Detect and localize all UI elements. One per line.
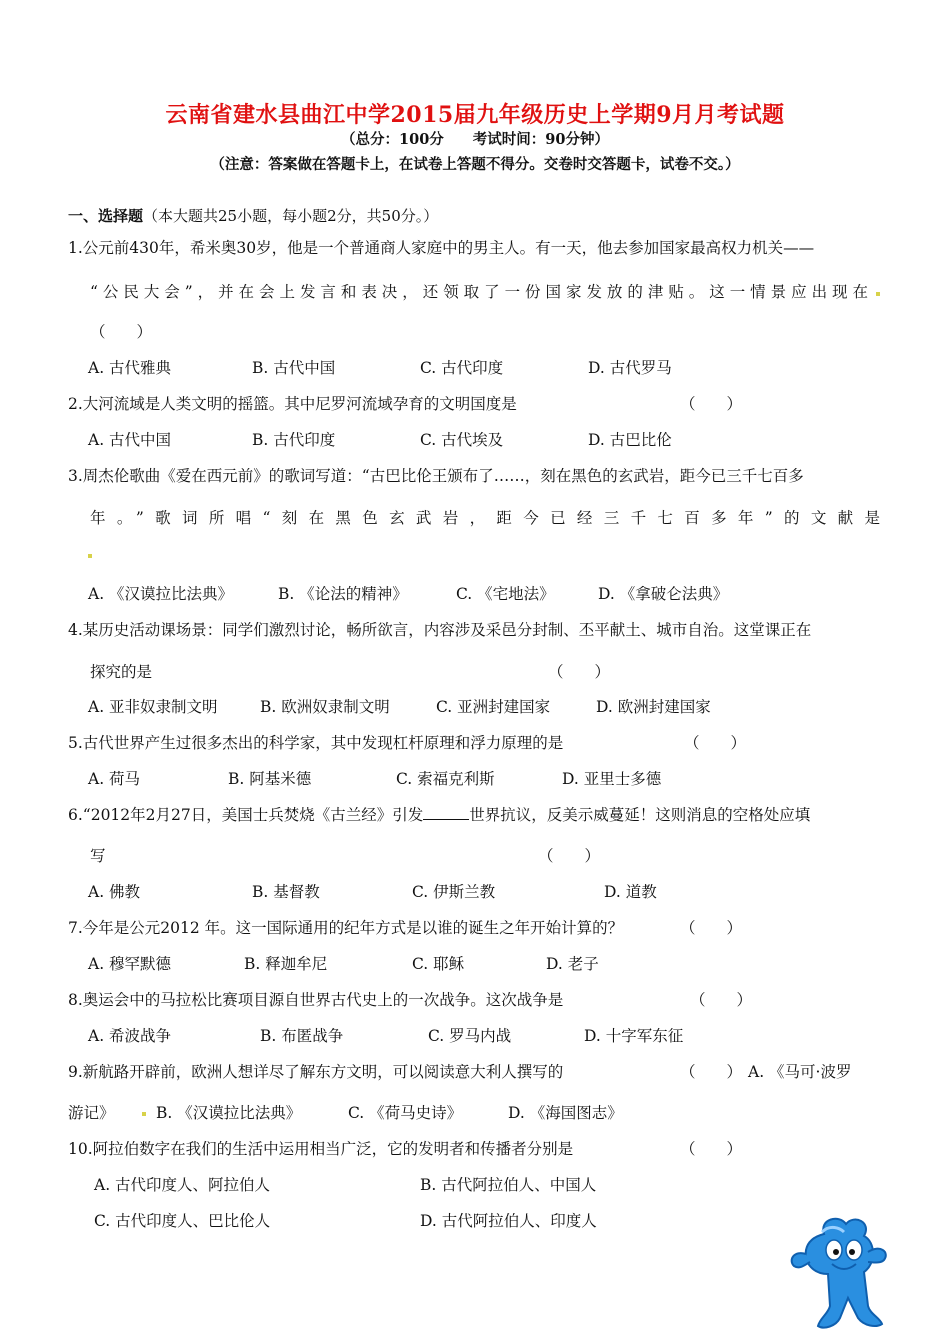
question-6-option-a: A. 佛教 — [88, 883, 141, 901]
section-heading — [68, 205, 438, 226]
question-5-option-a: A. 荷马 — [88, 770, 141, 788]
question-1-option-a: A. 古代雅典 — [88, 359, 172, 377]
question-8-option-b: B. 布匿战争 — [260, 1027, 344, 1045]
question-6-answer-paren: （ ） — [538, 847, 601, 865]
question-9-option-a: A. 《马可·波罗 — [748, 1063, 852, 1081]
question-6-option-c: C. 伊斯兰教 — [412, 883, 496, 901]
question-8-option-c: C. 罗马内战 — [428, 1027, 512, 1045]
question-1-answer-paren: （ ） — [90, 323, 153, 341]
question-2-answer-paren: （ ） — [680, 395, 743, 413]
question-4-option-a: A. 亚非奴隶制文明 — [88, 698, 218, 716]
question-1-option-c: C. 古代印度 — [420, 359, 504, 377]
question-7-line-1: 7.今年是公元2012 年。这一国际通用的纪年方式是以谁的诞生之年开始计算的？ — [68, 919, 624, 937]
question-5-option-c: C. 索福克利斯 — [396, 770, 495, 788]
question-4-option-c: C. 亚洲封建国家 — [436, 698, 551, 716]
question-4-option-b: B. 欧洲奴隶制文明 — [260, 698, 390, 716]
question-8-answer-paren: （ ） — [690, 991, 753, 1009]
question-10-option-c: C. 古代印度人、巴比伦人 — [94, 1212, 271, 1230]
question-10-option-d: D. 古代阿拉伯人、印度人 — [420, 1212, 597, 1230]
question-9-answer-paren: （ ） — [680, 1063, 743, 1081]
section-title: 一、选择题 — [68, 207, 144, 225]
question-4-option-d: D. 欧洲封建国家 — [596, 698, 711, 716]
question-3-line-1: 3.周杰伦歌曲《爱在西元前》的歌词写道：“古巴比伦王颁布了……，刻在黑色的玄武岩，距今已三千七百多 — [68, 467, 804, 485]
question-4-line-2: 探究的是 — [90, 663, 153, 681]
question-4-line-1: 4.某历史活动课场景：同学们激烈讨论，畅所欲言，内容涉及采邑分封制、丕平献土、城市自治。这堂课正在 — [68, 621, 812, 639]
question-3-option-a: A. 《汉谟拉比法典》 — [88, 585, 234, 603]
section-desc: （本大题共25小题，每小题2分，共50分。） — [143, 207, 439, 225]
question-3-option-d: D. 《拿破仑法典》 — [598, 585, 729, 603]
question-6-text-before-blank: 6.“2012年2月27日，美国士兵焚烧《古兰经》引发 — [68, 806, 424, 824]
question-3-line-2: 年。”歌词所唱“刻在黑色玄武岩，距今已经三千七百多年”的文献是 — [90, 509, 880, 527]
fill-blank — [423, 818, 469, 820]
question-5-option-d: D. 亚里士多德 — [562, 770, 662, 788]
question-2-option-d: D. 古巴比伦 — [588, 431, 672, 449]
question-1-option-b: B. 古代中国 — [252, 359, 336, 377]
question-9-line-2: 游记》 — [68, 1104, 115, 1122]
question-10-answer-paren: （ ） — [680, 1140, 743, 1158]
question-2-option-b: B. 古代印度 — [252, 431, 336, 449]
question-2-option-c: C. 古代埃及 — [420, 431, 504, 449]
question-7-option-c: C. 耶稣 — [412, 955, 465, 973]
question-4-answer-paren: （ ） — [548, 663, 611, 681]
question-3-option-c: C. 《宅地法》 — [456, 585, 555, 603]
speck-mark — [876, 292, 880, 296]
exam-title: 云南省建水县曲江中学2015届九年级历史上学期9月月考试题 — [165, 102, 785, 128]
question-8-option-d: D. 十字军东征 — [584, 1027, 684, 1045]
question-9-line-1: 9.新航路开辟前，欧洲人想详尽了解东方文明，可以阅读意大利人撰写的 — [68, 1063, 564, 1081]
question-6-option-b: B. 基督教 — [252, 883, 320, 901]
question-9-option-d: D. 《海国图志》 — [508, 1104, 623, 1122]
question-7-option-b: B. 释迦牟尼 — [244, 955, 328, 973]
speck-mark — [88, 554, 92, 558]
question-10-option-a: A. 古代印度人、阿拉伯人 — [94, 1176, 271, 1194]
question-5-line-1: 5.古代世界产生过很多杰出的科学家，其中发现杠杆原理和浮力原理的是 — [68, 734, 564, 752]
question-7-answer-paren: （ ） — [680, 919, 743, 937]
question-6-option-d: D. 道教 — [604, 883, 657, 901]
exam-notice: （注意：答案做在答题卡上，在试卷上答题不得分。交卷时交答题卡，试卷不交。） — [210, 156, 740, 173]
question-8-line-1: 8.奥运会中的马拉松比赛项目源自世界古代史上的一次战争。这次战争是 — [68, 991, 564, 1009]
question-7-option-a: A. 穆罕默德 — [88, 955, 172, 973]
question-5-answer-paren: （ ） — [684, 734, 747, 752]
question-6-line-1 — [68, 803, 810, 825]
question-9-option-c: C. 《荷马史诗》 — [348, 1104, 463, 1122]
question-3-option-b: B. 《论法的精神》 — [278, 585, 408, 603]
question-1-line-1: 1.公元前430年，希米奥30岁，他是一个普通商人家庭中的男主人。有一天，他去参加国家最高权力机关—— — [68, 239, 815, 257]
question-9-option-b: B. 《汉谟拉比法典》 — [156, 1104, 302, 1122]
exam-meta: （总分：100分 考试时间：90分钟） — [341, 131, 609, 148]
question-5-option-b: B. 阿基米德 — [228, 770, 312, 788]
question-10-line-1: 10.阿拉伯数字在我们的生活中运用相当广泛，它的发明者和传播者分别是 — [68, 1140, 574, 1158]
question-2-line-1: 2.大河流域是人类文明的摇篮。其中尼罗河流域孕育的文明国度是 — [68, 395, 517, 413]
question-6-text-after-blank: 世界抗议，反美示威蔓延！这则消息的空格处应填 — [469, 806, 811, 824]
question-2-option-a: A. 古代中国 — [88, 431, 172, 449]
question-7-option-d: D. 老子 — [546, 955, 599, 973]
mascot-illustration — [784, 1214, 894, 1334]
question-10-option-b: B. 古代阿拉伯人、中国人 — [420, 1176, 597, 1194]
question-1-option-d: D. 古代罗马 — [588, 359, 672, 377]
question-8-option-a: A. 希波战争 — [88, 1027, 172, 1045]
question-1-line-2: “公民大会”，并在会上发言和表决，还领取了一份国家发放的津贴。这一情景应出现在 — [90, 283, 868, 301]
speck-mark — [142, 1112, 146, 1116]
question-6-line-2: 写 — [90, 847, 106, 865]
